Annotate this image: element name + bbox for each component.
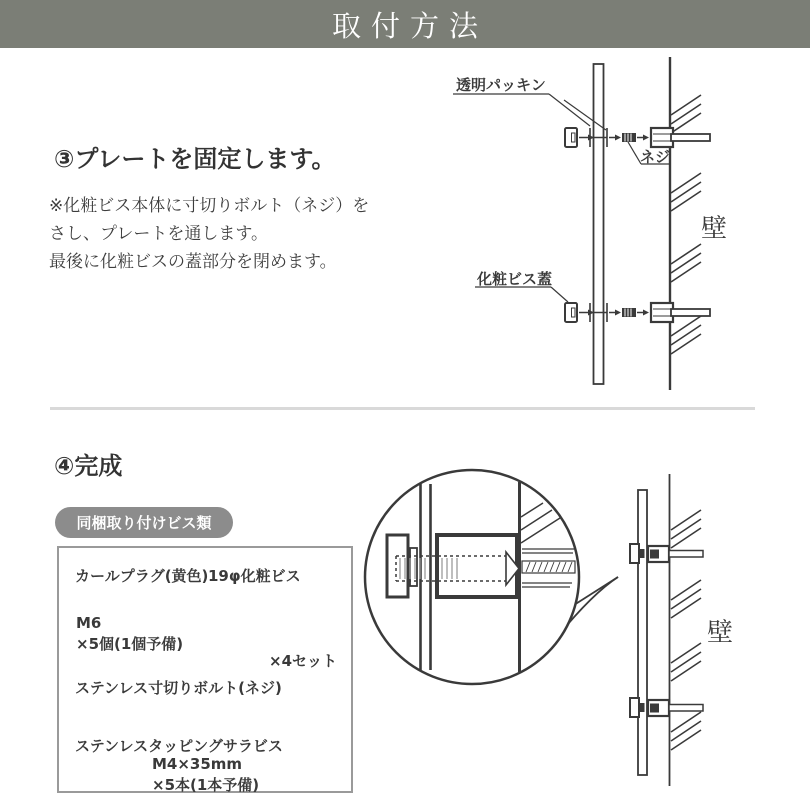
step3-heading: ③プレートを固定します。	[54, 145, 336, 173]
part4-spec: M4×35mm	[152, 755, 243, 773]
label-screw: ネジ	[640, 148, 671, 166]
parts-badge-label: 同梱取り付けビス類	[76, 514, 212, 532]
part2-name: 19φ化粧ビス	[208, 567, 301, 585]
page-title: 取付方法	[331, 8, 488, 43]
part4-qty: ×5本(1本予備)	[152, 776, 260, 794]
part4-name: ステンレスタッピングサラビス	[75, 737, 283, 755]
part2-qty: ×4セット	[269, 652, 338, 670]
part1-spec: M6	[76, 614, 102, 632]
step3-body-line-3: 最後に化粧ビスの蓋部分を閉めます。	[49, 252, 337, 272]
step3-body-line-2: さし、プレートを通します。	[49, 224, 268, 244]
page-header	[0, 0, 810, 48]
step3-body-line-1: ※化粧ビス本体に寸切りボルト（ネジ）を	[49, 196, 370, 216]
label-wall-step4: 壁	[707, 618, 734, 648]
part3-name: ステンレス寸切りボルト(ネジ)	[75, 679, 282, 697]
label-wall-step3: 壁	[701, 214, 728, 244]
parts-badge	[55, 507, 233, 538]
part1-qty: ×5個(1個予備)	[76, 635, 184, 653]
label-deco-screw-cap: 化粧ビス蓋	[477, 270, 553, 288]
part1-name: カールプラグ(黄色)	[75, 567, 209, 585]
step4-heading: ④完成	[54, 452, 123, 480]
label-clear-packing: 透明パッキン	[456, 76, 546, 94]
section-divider	[50, 407, 755, 410]
